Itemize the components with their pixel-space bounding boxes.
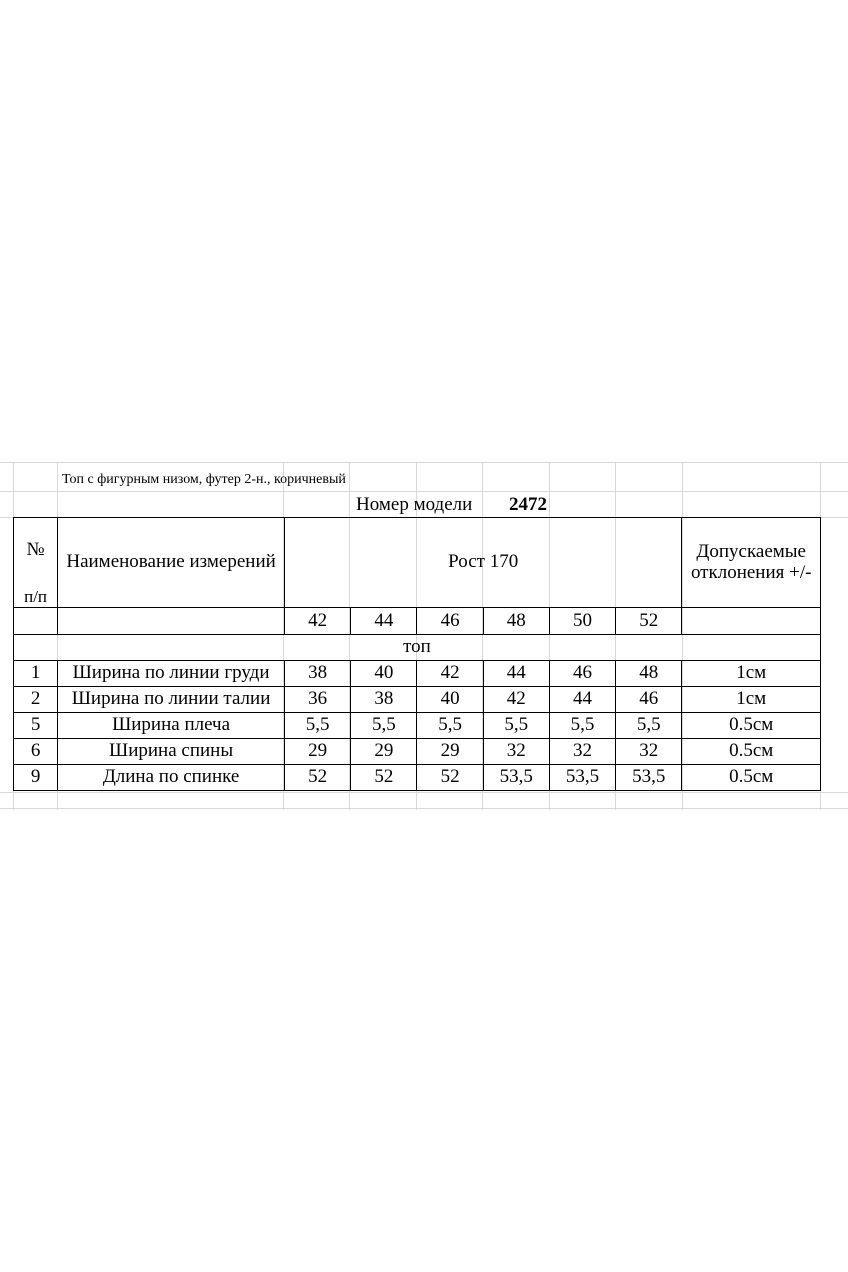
table-row: [14, 661, 821, 687]
row-value: 38: [351, 687, 417, 713]
row-value: 48: [616, 661, 682, 687]
header-number-sign: №: [26, 539, 45, 560]
row-value: 5,5: [351, 713, 417, 739]
row-measurement: Ширина спины: [58, 739, 285, 765]
row-value: 53,5: [616, 765, 682, 791]
row-value: 5,5: [483, 713, 549, 739]
table-row: [14, 739, 821, 765]
row-value: 32: [549, 739, 615, 765]
size-cell: 44: [351, 608, 417, 635]
row-tolerance: 0.5см: [682, 765, 821, 791]
size-cell: 42: [284, 608, 350, 635]
size-chart-table: [13, 517, 821, 791]
row-value: 52: [417, 765, 483, 791]
table-header-row: [14, 518, 821, 608]
row-measurement: Ширина по линии талии: [58, 687, 285, 713]
model-number-label: Номер модели: [356, 494, 473, 515]
row-value: 44: [549, 687, 615, 713]
table-row: [14, 765, 821, 791]
row-value: 42: [483, 687, 549, 713]
size-cell: 50: [549, 608, 615, 635]
row-value: 29: [351, 739, 417, 765]
row-number: 2: [14, 687, 58, 713]
section-label: топ: [14, 635, 821, 661]
row-number: 6: [14, 739, 58, 765]
size-cell: 48: [483, 608, 549, 635]
row-value: 40: [417, 687, 483, 713]
row-tolerance: 1см: [682, 661, 821, 687]
table-row: [14, 687, 821, 713]
row-value: 46: [549, 661, 615, 687]
row-value: 42: [417, 661, 483, 687]
row-value: 32: [483, 739, 549, 765]
row-value: 38: [284, 661, 350, 687]
header-number-abbr: п/п: [24, 587, 48, 606]
row-value: 29: [417, 739, 483, 765]
row-value: 5,5: [616, 713, 682, 739]
row-tolerance: 1см: [682, 687, 821, 713]
row-measurement: Длина по спинке: [58, 765, 285, 791]
model-number-value: 2472: [509, 494, 547, 515]
row-number: 5: [14, 713, 58, 739]
row-value: 53,5: [549, 765, 615, 791]
row-value: 36: [284, 687, 350, 713]
product-title: Топ с фигурным низом, футер 2-н., коричневый: [62, 472, 346, 487]
row-tolerance: 0.5см: [682, 713, 821, 739]
size-cell: 52: [616, 608, 682, 635]
row-value: 29: [284, 739, 350, 765]
row-measurement: Ширина по линии груди: [58, 661, 285, 687]
row-measurement: Ширина плеча: [58, 713, 285, 739]
header-height: Рост 170: [284, 518, 681, 608]
row-value: 52: [351, 765, 417, 791]
row-value: 52: [284, 765, 350, 791]
row-number: 1: [14, 661, 58, 687]
row-value: 5,5: [417, 713, 483, 739]
row-value: 32: [616, 739, 682, 765]
row-value: 53,5: [483, 765, 549, 791]
row-value: 5,5: [549, 713, 615, 739]
header-measurement-name: Наименование измерений: [58, 518, 285, 608]
section-row: [14, 635, 821, 661]
row-value: 40: [351, 661, 417, 687]
row-tolerance: 0.5см: [682, 739, 821, 765]
row-value: 46: [616, 687, 682, 713]
size-cell: 46: [417, 608, 483, 635]
table-row: [14, 713, 821, 739]
sizes-row: [14, 608, 821, 635]
row-value: 44: [483, 661, 549, 687]
row-number: 9: [14, 765, 58, 791]
header-number-cell: [14, 518, 58, 608]
row-value: 5,5: [284, 713, 350, 739]
header-tolerance: Допускаемые отклонения +/-: [682, 518, 821, 608]
